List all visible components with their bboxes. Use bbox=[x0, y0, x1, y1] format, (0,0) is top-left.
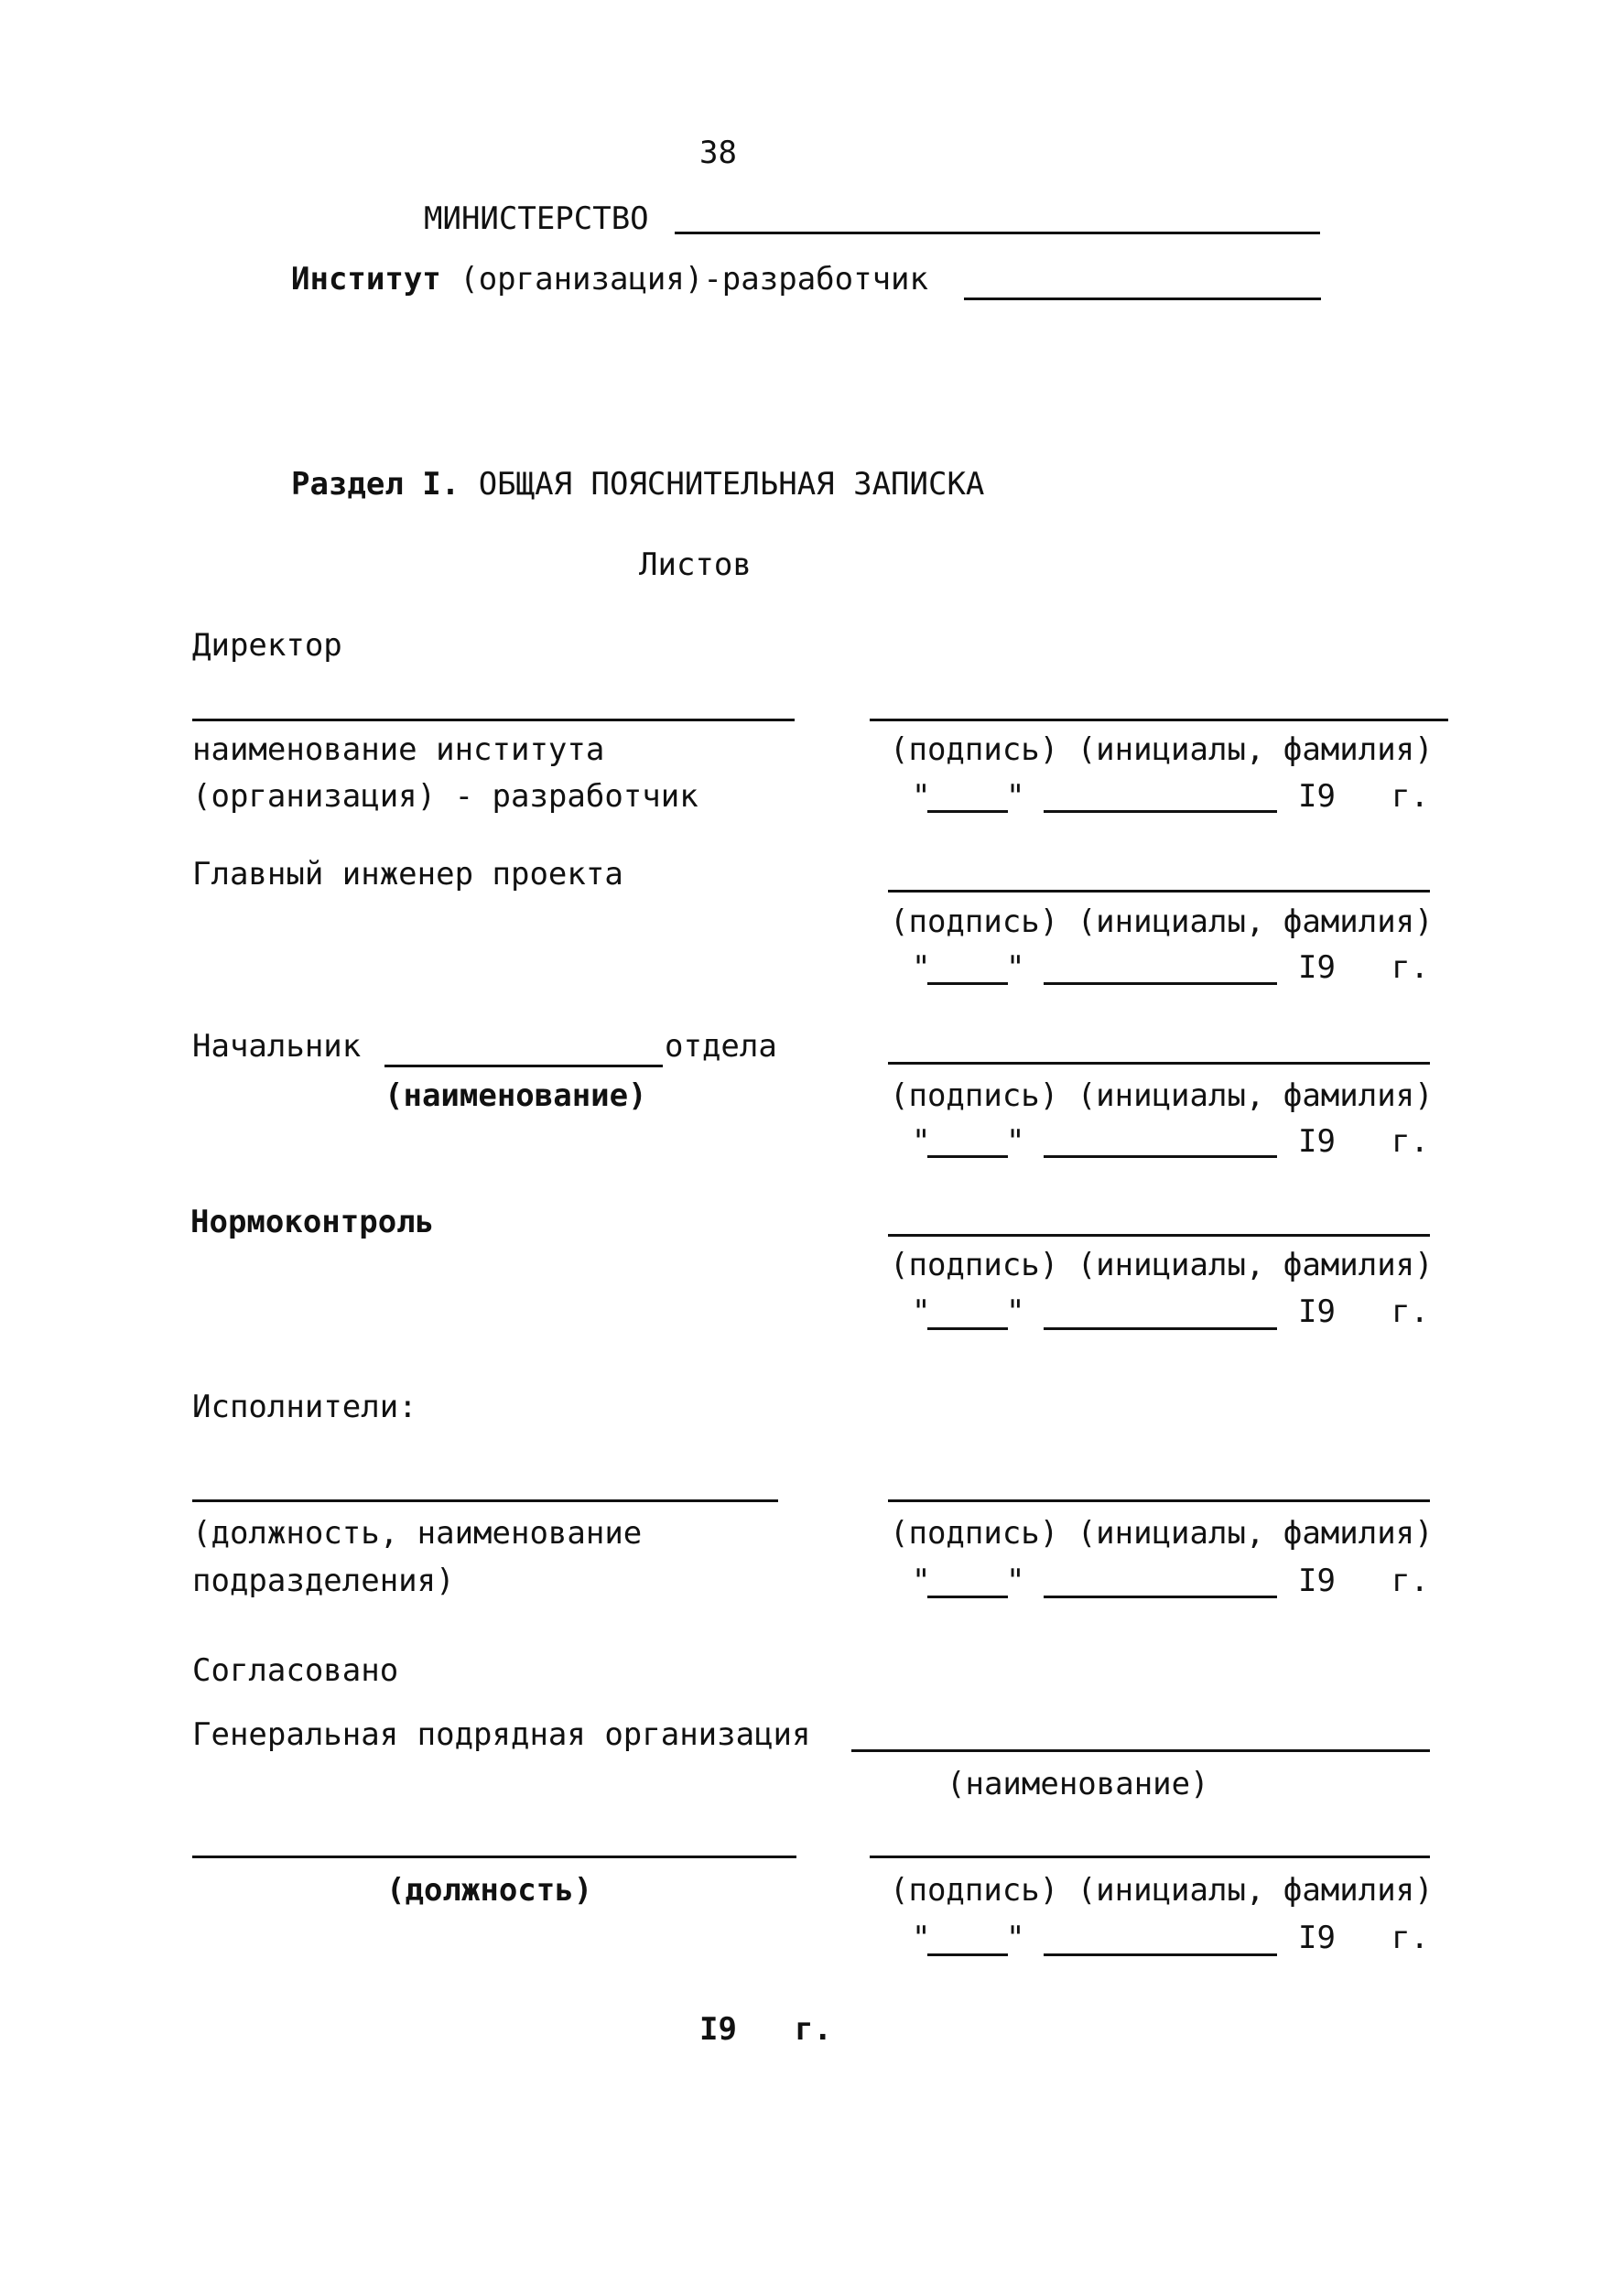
director-quote-open: " bbox=[912, 778, 931, 815]
institute-blank-line bbox=[964, 298, 1321, 300]
contractor-label: Генеральная подрядная организация bbox=[192, 1716, 811, 1753]
norm-control-signature-line bbox=[888, 1234, 1430, 1237]
executor-quote-close: " bbox=[1006, 1563, 1025, 1599]
contractor-quote-close: " bbox=[1006, 1920, 1025, 1956]
norm-control-month-line bbox=[1044, 1327, 1277, 1330]
executor-caption-2: подразделения) bbox=[192, 1563, 455, 1599]
chief-engineer-quote-open: " bbox=[912, 949, 931, 986]
contractor-day-line bbox=[927, 1953, 1008, 1956]
footer-year-suffix: г. bbox=[795, 2011, 832, 2048]
norm-control-quote-open: " bbox=[912, 1293, 931, 1330]
department-name-line bbox=[384, 1065, 663, 1067]
sheets-label: Листов bbox=[639, 546, 752, 583]
department-name-caption: (наименование) bbox=[384, 1077, 647, 1114]
norm-control-day-line bbox=[927, 1327, 1008, 1330]
department-head-day-line bbox=[927, 1155, 1008, 1158]
norm-control-year: I9 bbox=[1298, 1293, 1336, 1330]
contractor-position-caption: (должность) bbox=[386, 1872, 593, 1909]
director-title: Директор bbox=[192, 627, 342, 664]
director-signature-line bbox=[870, 719, 1448, 721]
contractor-position-line bbox=[192, 1856, 796, 1858]
contractor-month-line bbox=[1044, 1953, 1277, 1956]
director-signature-caption: (подпись) (инициалы, фамилия) bbox=[890, 731, 1434, 768]
executor-caption-1: (должность, наименование bbox=[192, 1515, 643, 1552]
chief-engineer-year: I9 bbox=[1298, 949, 1336, 986]
contractor-year-suffix: г. bbox=[1391, 1920, 1429, 1956]
norm-control-year-suffix: г. bbox=[1391, 1293, 1429, 1330]
norm-control-signature-caption: (подпись) (инициалы, фамилия) bbox=[890, 1247, 1434, 1283]
chief-engineer-day-line bbox=[927, 982, 1008, 985]
institute-rest: (организация)-разработчик bbox=[440, 261, 928, 298]
director-month-line bbox=[1044, 810, 1277, 813]
executors-title: Исполнители: bbox=[192, 1389, 417, 1425]
norm-control-title: Нормоконтроль bbox=[190, 1204, 435, 1240]
executor-signature-caption: (подпись) (инициалы, фамилия) bbox=[890, 1515, 1434, 1552]
chief-engineer-quote-close: " bbox=[1006, 949, 1025, 986]
contractor-name-caption: (наименование) bbox=[947, 1766, 1209, 1802]
chief-engineer-title: Главный инженер проекта bbox=[192, 856, 623, 893]
contractor-signature-caption: (подпись) (инициалы, фамилия) bbox=[890, 1872, 1434, 1909]
page-number: 38 bbox=[699, 135, 737, 171]
director-org-caption-2: (организация) - разработчик bbox=[192, 778, 698, 815]
contractor-quote-open: " bbox=[912, 1920, 931, 1956]
executor-signature-line bbox=[888, 1499, 1430, 1502]
executor-day-line bbox=[927, 1596, 1008, 1598]
chief-engineer-month-line bbox=[1044, 982, 1277, 985]
contractor-signature-line bbox=[870, 1856, 1430, 1858]
executor-month-line bbox=[1044, 1596, 1277, 1598]
institute-bold: Институт bbox=[291, 261, 441, 298]
section-title bbox=[291, 466, 985, 503]
section-title-text: ОБЩАЯ ПОЯСНИТЕЛЬНАЯ ЗАПИСКА bbox=[460, 466, 985, 503]
director-year-suffix: г. bbox=[1391, 778, 1429, 815]
department-head-quote-open: " bbox=[912, 1123, 931, 1160]
department-head-year-suffix: г. bbox=[1391, 1123, 1429, 1160]
director-org-caption-1: наименование института bbox=[192, 731, 605, 768]
director-org-line bbox=[192, 719, 795, 721]
department-head-signature-caption: (подпись) (инициалы, фамилия) bbox=[890, 1077, 1434, 1114]
contractor-year: I9 bbox=[1298, 1920, 1336, 1956]
footer-year: I9 bbox=[699, 2011, 737, 2048]
chief-engineer-signature-caption: (подпись) (инициалы, фамилия) bbox=[890, 903, 1434, 940]
chief-engineer-year-suffix: г. bbox=[1391, 949, 1429, 986]
section-prefix: Раздел I. bbox=[291, 466, 460, 503]
department-head-month-line bbox=[1044, 1155, 1277, 1158]
institute-label bbox=[291, 261, 928, 298]
department-suffix: отдела bbox=[665, 1028, 777, 1065]
executor-year-suffix: г. bbox=[1391, 1563, 1429, 1599]
director-year: I9 bbox=[1298, 778, 1336, 815]
chief-engineer-signature-line bbox=[888, 890, 1430, 893]
department-head-signature-line bbox=[888, 1062, 1430, 1065]
ministry-blank-line bbox=[675, 232, 1320, 234]
executor-year: I9 bbox=[1298, 1563, 1336, 1599]
executor-position-line bbox=[192, 1499, 778, 1502]
department-head-year: I9 bbox=[1298, 1123, 1336, 1160]
executor-quote-open: " bbox=[912, 1563, 931, 1599]
contractor-name-line bbox=[851, 1749, 1430, 1752]
ministry-label: МИНИСТЕРСТВО bbox=[424, 200, 649, 237]
department-head-title: Начальник bbox=[192, 1028, 362, 1065]
norm-control-quote-close: " bbox=[1006, 1293, 1025, 1330]
director-quote-close: " bbox=[1006, 778, 1025, 815]
director-day-line bbox=[927, 810, 1008, 813]
agreed-title: Согласовано bbox=[192, 1652, 399, 1689]
department-head-quote-close: " bbox=[1006, 1123, 1025, 1160]
